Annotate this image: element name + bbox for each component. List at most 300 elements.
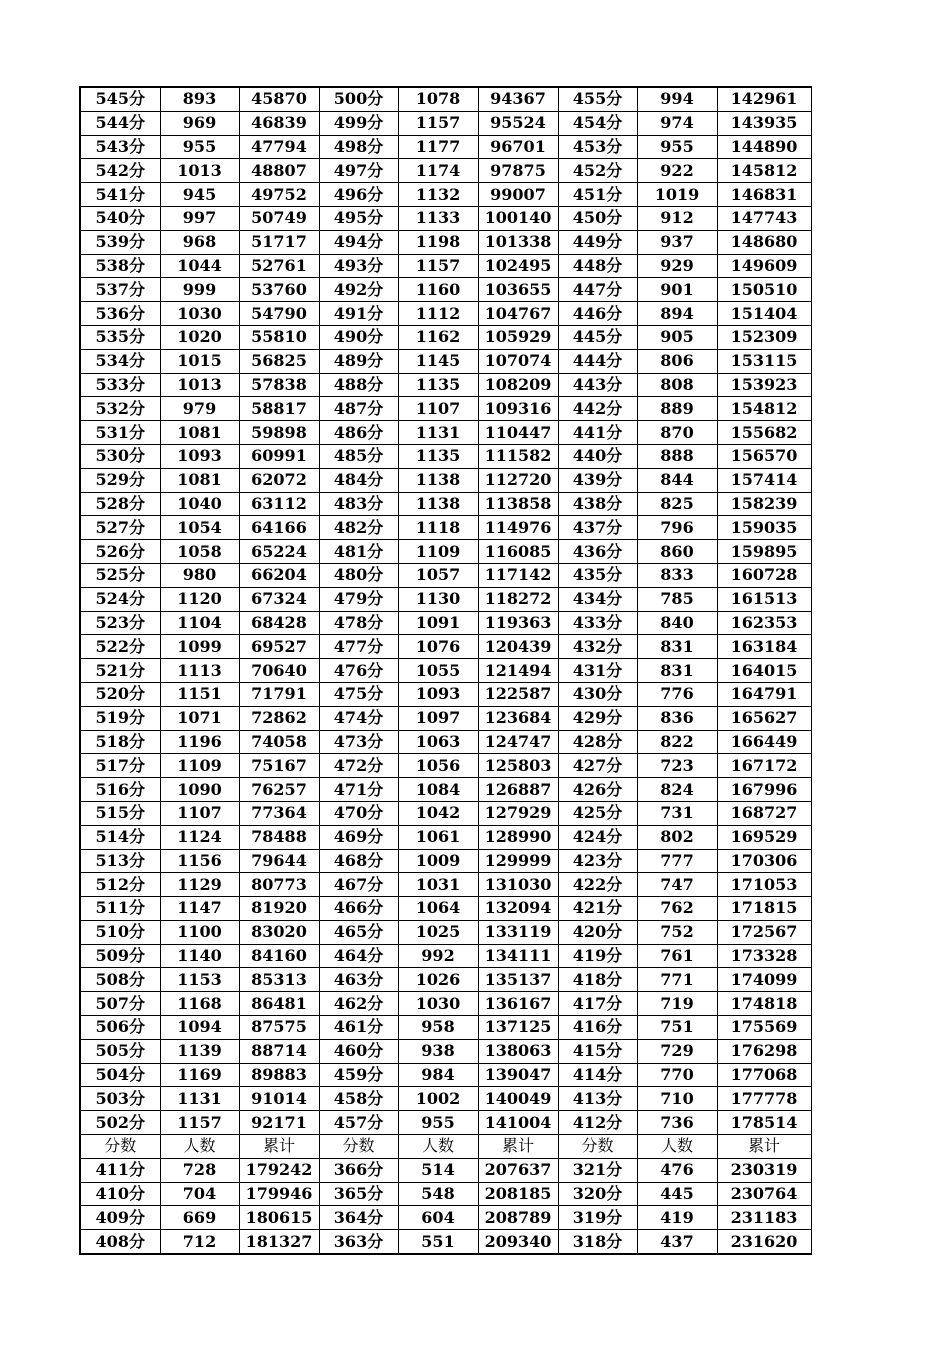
table-row [80,325,811,349]
cell-count: 747 [637,873,717,897]
cell-cumulative: 135137 [478,968,558,992]
cell-count: 969 [160,111,239,135]
cell-cumulative: 177778 [717,1087,811,1111]
table-row [80,206,811,230]
cell-score: 545分 [80,87,160,111]
cell-score: 448分 [558,254,637,278]
table-row [80,873,811,897]
cell-cumulative: 113858 [478,492,558,516]
cell-score: 503分 [80,1087,160,1111]
cell-cumulative: 88714 [239,1039,319,1063]
cell-cumulative: 105929 [478,325,558,349]
cell-score: 515分 [80,801,160,825]
cell-score: 519分 [80,706,160,730]
cell-score: 430分 [558,682,637,706]
header-cell-score: 分数 [558,1135,637,1159]
cell-count: 955 [160,135,239,159]
cell-score: 444分 [558,349,637,373]
table-row [80,135,811,159]
cell-cumulative: 114976 [478,516,558,540]
cell-score: 483分 [319,492,398,516]
cell-score: 431分 [558,659,637,683]
cell-score: 488分 [319,373,398,397]
cell-score: 424分 [558,825,637,849]
table-row [80,635,811,659]
cell-score: 530分 [80,444,160,468]
cell-cumulative: 139047 [478,1063,558,1087]
cell-count: 1109 [398,540,478,564]
cell-cumulative: 123684 [478,706,558,730]
cell-cumulative: 111582 [478,444,558,468]
cell-score: 466分 [319,897,398,921]
cell-score: 497分 [319,159,398,183]
cell-count: 712 [160,1230,239,1254]
cell-count: 992 [398,944,478,968]
cell-cumulative: 46839 [239,111,319,135]
cell-count: 1013 [160,373,239,397]
table-row [80,373,811,397]
cell-count: 802 [637,825,717,849]
table-row [80,1230,811,1254]
cell-count: 1009 [398,849,478,873]
cell-count: 955 [398,1111,478,1135]
table-row [80,254,811,278]
cell-count: 1030 [398,992,478,1016]
cell-score: 508分 [80,968,160,992]
cell-cumulative: 117142 [478,563,558,587]
cell-cumulative: 84160 [239,944,319,968]
cell-cumulative: 157414 [717,468,811,492]
cell-score: 506分 [80,1016,160,1040]
cell-score: 461分 [319,1016,398,1040]
cell-count: 761 [637,944,717,968]
cell-score: 441分 [558,421,637,445]
cell-count: 1002 [398,1087,478,1111]
cell-cumulative: 207637 [478,1158,558,1182]
cell-score: 526分 [80,540,160,564]
cell-score: 443分 [558,373,637,397]
cell-count: 723 [637,754,717,778]
cell-score: 511分 [80,897,160,921]
cell-score: 318分 [558,1230,637,1254]
cell-cumulative: 77364 [239,801,319,825]
cell-cumulative: 48807 [239,159,319,183]
cell-count: 1113 [160,659,239,683]
cell-cumulative: 209340 [478,1230,558,1254]
cell-score: 471分 [319,778,398,802]
cell-cumulative: 118272 [478,587,558,611]
cell-count: 999 [160,278,239,302]
cell-count: 1135 [398,444,478,468]
cell-score: 409分 [80,1206,160,1230]
cell-count: 771 [637,968,717,992]
cell-count: 1169 [160,1063,239,1087]
cell-score: 481分 [319,540,398,564]
cell-score: 416分 [558,1016,637,1040]
cell-count: 762 [637,897,717,921]
cell-cumulative: 79644 [239,849,319,873]
table-row [80,1111,811,1135]
cell-cumulative: 167172 [717,754,811,778]
cell-score: 440分 [558,444,637,468]
cell-cumulative: 171053 [717,873,811,897]
cell-score: 447分 [558,278,637,302]
cell-count: 1097 [398,706,478,730]
cell-count: 1107 [160,801,239,825]
cell-score: 528分 [80,492,160,516]
cell-cumulative: 179946 [239,1182,319,1206]
cell-count: 831 [637,635,717,659]
cell-score: 498分 [319,135,398,159]
cell-cumulative: 47794 [239,135,319,159]
cell-count: 437 [637,1230,717,1254]
cell-count: 548 [398,1182,478,1206]
cell-count: 777 [637,849,717,873]
cell-cumulative: 160728 [717,563,811,587]
cell-score: 514分 [80,825,160,849]
cell-count: 860 [637,540,717,564]
cell-cumulative: 75167 [239,754,319,778]
cell-cumulative: 137125 [478,1016,558,1040]
table-row [80,587,811,611]
cell-cumulative: 104767 [478,302,558,326]
cell-count: 1099 [160,635,239,659]
cell-count: 752 [637,920,717,944]
cell-cumulative: 52761 [239,254,319,278]
cell-count: 1013 [160,159,239,183]
table-row [80,920,811,944]
cell-count: 1026 [398,968,478,992]
cell-score: 473分 [319,730,398,754]
cell-cumulative: 230764 [717,1182,811,1206]
cell-score: 535分 [80,325,160,349]
cell-score: 525分 [80,563,160,587]
cell-cumulative: 170306 [717,849,811,873]
cell-count: 894 [637,302,717,326]
cell-cumulative: 230319 [717,1158,811,1182]
cell-cumulative: 121494 [478,659,558,683]
cell-cumulative: 78488 [239,825,319,849]
cell-score: 523分 [80,611,160,635]
cell-cumulative: 85313 [239,968,319,992]
cell-score: 499分 [319,111,398,135]
cell-cumulative: 156570 [717,444,811,468]
cell-count: 514 [398,1158,478,1182]
cell-cumulative: 116085 [478,540,558,564]
cell-cumulative: 208185 [478,1182,558,1206]
cell-score: 510分 [80,920,160,944]
cell-count: 974 [637,111,717,135]
cell-count: 1091 [398,611,478,635]
cell-score: 536分 [80,302,160,326]
cell-count: 831 [637,659,717,683]
cell-cumulative: 131030 [478,873,558,897]
cell-cumulative: 148680 [717,230,811,254]
cell-cumulative: 151404 [717,302,811,326]
cell-cumulative: 164015 [717,659,811,683]
cell-score: 442分 [558,397,637,421]
cell-cumulative: 81920 [239,897,319,921]
cell-cumulative: 167996 [717,778,811,802]
table-row [80,111,811,135]
cell-score: 491分 [319,302,398,326]
table-body [80,87,811,1254]
cell-cumulative: 161513 [717,587,811,611]
table-row [80,563,811,587]
cell-count: 888 [637,444,717,468]
table-row [80,397,811,421]
cell-count: 1130 [398,587,478,611]
table-row [80,1206,811,1230]
cell-cumulative: 179242 [239,1158,319,1182]
cell-score: 476分 [319,659,398,683]
cell-score: 455分 [558,87,637,111]
cell-score: 468分 [319,849,398,873]
cell-cumulative: 60991 [239,444,319,468]
cell-score: 539分 [80,230,160,254]
cell-count: 889 [637,397,717,421]
cell-count: 1177 [398,135,478,159]
table-row [80,159,811,183]
cell-score: 532分 [80,397,160,421]
cell-count: 937 [637,230,717,254]
cell-cumulative: 231620 [717,1230,811,1254]
cell-score: 518分 [80,730,160,754]
table-row [80,1158,811,1182]
cell-cumulative: 50749 [239,206,319,230]
score-distribution-table [79,86,812,1255]
cell-count: 808 [637,373,717,397]
cell-score: 415分 [558,1039,637,1063]
table-row [80,849,811,873]
cell-cumulative: 101338 [478,230,558,254]
cell-score: 507分 [80,992,160,1016]
table-row [80,992,811,1016]
cell-cumulative: 83020 [239,920,319,944]
table-row [80,730,811,754]
cell-count: 945 [160,183,239,207]
cell-cumulative: 134111 [478,944,558,968]
cell-score: 450分 [558,206,637,230]
cell-count: 825 [637,492,717,516]
cell-cumulative: 174818 [717,992,811,1016]
cell-count: 844 [637,468,717,492]
cell-cumulative: 70640 [239,659,319,683]
cell-count: 994 [637,87,717,111]
cell-cumulative: 133119 [478,920,558,944]
cell-count: 1139 [160,1039,239,1063]
cell-count: 1112 [398,302,478,326]
cell-cumulative: 92171 [239,1111,319,1135]
cell-cumulative: 145812 [717,159,811,183]
cell-score: 412分 [558,1111,637,1135]
cell-cumulative: 65224 [239,540,319,564]
cell-count: 905 [637,325,717,349]
cell-cumulative: 169529 [717,825,811,849]
cell-cumulative: 51717 [239,230,319,254]
table-row [80,444,811,468]
cell-score: 540分 [80,206,160,230]
table-row [80,1039,811,1063]
header-cell-score: 分数 [80,1135,160,1159]
cell-count: 1040 [160,492,239,516]
cell-score: 439分 [558,468,637,492]
cell-score: 419分 [558,944,637,968]
header-cell-cumulative: 累计 [239,1135,319,1159]
cell-count: 938 [398,1039,478,1063]
cell-count: 1168 [160,992,239,1016]
table-row [80,492,811,516]
cell-score: 432分 [558,635,637,659]
cell-score: 452分 [558,159,637,183]
cell-count: 1076 [398,635,478,659]
cell-count: 1109 [160,754,239,778]
cell-count: 1156 [160,849,239,873]
cell-cumulative: 208789 [478,1206,558,1230]
cell-count: 1145 [398,349,478,373]
cell-cumulative: 119363 [478,611,558,635]
cell-cumulative: 71791 [239,682,319,706]
cell-score: 493分 [319,254,398,278]
cell-cumulative: 108209 [478,373,558,397]
cell-cumulative: 67324 [239,587,319,611]
table-header-row [80,1135,811,1159]
cell-count: 1198 [398,230,478,254]
cell-score: 505分 [80,1039,160,1063]
cell-score: 449分 [558,230,637,254]
cell-score: 435分 [558,563,637,587]
cell-score: 470分 [319,801,398,825]
cell-cumulative: 149609 [717,254,811,278]
cell-cumulative: 69527 [239,635,319,659]
cell-count: 836 [637,706,717,730]
cell-score: 533分 [80,373,160,397]
cell-count: 1071 [160,706,239,730]
cell-score: 460分 [319,1039,398,1063]
cell-count: 979 [160,397,239,421]
cell-score: 451分 [558,183,637,207]
cell-cumulative: 68428 [239,611,319,635]
cell-count: 1133 [398,206,478,230]
cell-count: 955 [637,135,717,159]
cell-cumulative: 181327 [239,1230,319,1254]
cell-cumulative: 155682 [717,421,811,445]
cell-count: 1157 [398,254,478,278]
cell-score: 365分 [319,1182,398,1206]
cell-score: 500分 [319,87,398,111]
cell-cumulative: 129999 [478,849,558,873]
cell-cumulative: 171815 [717,897,811,921]
table-row [80,1063,811,1087]
cell-score: 417分 [558,992,637,1016]
cell-score: 531分 [80,421,160,445]
table-row [80,87,811,111]
cell-cumulative: 112720 [478,468,558,492]
cell-count: 912 [637,206,717,230]
cell-score: 521分 [80,659,160,683]
cell-count: 806 [637,349,717,373]
cell-score: 428分 [558,730,637,754]
cell-cumulative: 166449 [717,730,811,754]
header-cell-score: 分数 [319,1135,398,1159]
table-row [80,1016,811,1040]
cell-cumulative: 64166 [239,516,319,540]
cell-count: 1129 [160,873,239,897]
table-row [80,230,811,254]
cell-count: 1131 [160,1087,239,1111]
cell-cumulative: 87575 [239,1016,319,1040]
header-cell-count: 人数 [160,1135,239,1159]
cell-count: 719 [637,992,717,1016]
header-cell-cumulative: 累计 [717,1135,811,1159]
cell-score: 457分 [319,1111,398,1135]
cell-cumulative: 110447 [478,421,558,445]
cell-cumulative: 162353 [717,611,811,635]
cell-count: 997 [160,206,239,230]
cell-cumulative: 153923 [717,373,811,397]
cell-count: 1063 [398,730,478,754]
cell-count: 729 [637,1039,717,1063]
cell-count: 1140 [160,944,239,968]
cell-cumulative: 176298 [717,1039,811,1063]
cell-cumulative: 177068 [717,1063,811,1087]
cell-score: 480分 [319,563,398,587]
cell-count: 840 [637,611,717,635]
cell-score: 434分 [558,587,637,611]
cell-cumulative: 103655 [478,278,558,302]
cell-score: 459分 [319,1063,398,1087]
cell-score: 413分 [558,1087,637,1111]
cell-count: 1196 [160,730,239,754]
cell-cumulative: 146831 [717,183,811,207]
cell-score: 475分 [319,682,398,706]
cell-count: 1093 [160,444,239,468]
cell-count: 1153 [160,968,239,992]
cell-cumulative: 58817 [239,397,319,421]
cell-cumulative: 96701 [478,135,558,159]
cell-score: 423分 [558,849,637,873]
cell-score: 462分 [319,992,398,1016]
cell-score: 364分 [319,1206,398,1230]
table-row [80,1087,811,1111]
cell-score: 495分 [319,206,398,230]
cell-cumulative: 95524 [478,111,558,135]
cell-cumulative: 122587 [478,682,558,706]
cell-count: 551 [398,1230,478,1254]
table-row [80,825,811,849]
cell-count: 1090 [160,778,239,802]
cell-count: 984 [398,1063,478,1087]
cell-score: 492分 [319,278,398,302]
cell-cumulative: 72862 [239,706,319,730]
cell-score: 433分 [558,611,637,635]
cell-cumulative: 49752 [239,183,319,207]
cell-score: 438分 [558,492,637,516]
cell-count: 796 [637,516,717,540]
cell-count: 1160 [398,278,478,302]
cell-count: 1147 [160,897,239,921]
cell-count: 1138 [398,492,478,516]
cell-cumulative: 172567 [717,920,811,944]
cell-count: 1120 [160,587,239,611]
table-row [80,801,811,825]
cell-cumulative: 109316 [478,397,558,421]
cell-score: 321分 [558,1158,637,1182]
cell-score: 513分 [80,849,160,873]
cell-count: 1084 [398,778,478,802]
cell-count: 728 [160,1158,239,1182]
cell-score: 496分 [319,183,398,207]
